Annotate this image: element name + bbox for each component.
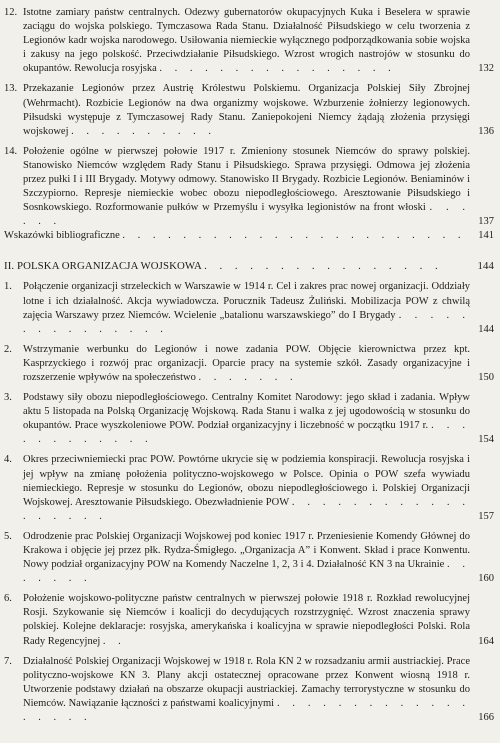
toc-entry-14 bbox=[4, 145, 500, 230]
entry-text: Położenie ogólne w pierwszej połowie 1917 r. Zmieniony stosunek Niemców do sprawy polskiej. Stanowisko Niemców względem Rady Stanu i Piłsudskiego. Sprawa przysięgi. Odmowa jej złożenia przez pułki I i III Brygady. Motywy odmowy. Stanowisko II Brygady. Rozbicie Legionów. Beniaminów i Szczypiorno. Represje niemieckie wobec obozu niepodległościowego. Aresztowanie Piłsudskiego i Sosnkowskiego. Rozformowanie pułków w Przemyślu i wysyłka legionistów na front włoski bbox=[23, 145, 470, 214]
leader-dots: . . bbox=[102, 635, 126, 647]
toc-entry-13 bbox=[4, 82, 500, 138]
entry-number: 14. bbox=[4, 145, 18, 157]
entry-text: Podstawy siły obozu niepodległościowego. Centralny Komitet Narodowy: jego skład i zadania. Wpływ aktu 5 listopada na Polską Organizację Wojskową. Rada Stanu i walka z jej ugodowością w stosunku do okupantów. Prace wyszkoleniowe POW. Podział organizacyjny i liczebność w początku 1917 r. bbox=[23, 392, 470, 432]
entry-number: 2. bbox=[4, 343, 12, 355]
entry-number: 6. bbox=[4, 593, 12, 605]
page-number: 141 bbox=[478, 230, 494, 242]
entry-text: Połączenie organizacji strzeleckich w Warszawie w 1914 r. Cel i zakres prac nowej organizacji. Oddziały lotne i ich działalność. Akcja wywiadowcza. Porucznik Tadeusz Żuliński. Mobilizacja POW z chwilą zajęcia Warszawy przez Niemców. Wcielenie „batalionu warszawskiego” do I Brygady bbox=[23, 281, 470, 321]
page-number: 136 bbox=[478, 125, 494, 137]
page-number: 150 bbox=[478, 371, 494, 383]
section-heading bbox=[0, 259, 500, 274]
page-number: 132 bbox=[478, 63, 494, 75]
leader-dots: . . . . . . . bbox=[23, 559, 471, 585]
page-number: 166 bbox=[478, 712, 494, 724]
entry-text: Wstrzymanie werbunku do Legionów i nowe zadania POW. Objęcie kierownictwa przez kpt. Kasprzyckiego i rozwój prac organizacji. Oparcie pracy na systemie szkół. Zasady organizacyjne i rozszerzenie wpływów na społeczeństwo bbox=[23, 343, 470, 383]
leader-dots: . . . . . . . . . . . . . . . bbox=[23, 309, 471, 335]
section-title: II. POLSKA ORGANIZACJA WOJSKOWA bbox=[4, 260, 202, 273]
page-number: 144 bbox=[478, 323, 494, 335]
page-number: 137 bbox=[478, 216, 494, 228]
entry-text: Odrodzenie prac Polskiej Organizacji Wojskowej pod koniec 1917 r. Przeniesienie Komendy Głównej do Krakowa i objęcie jej przez płk. Rydza-Śmigłego. „Organizacja A” i Konwent. Skład i prace Konwentu. Nowy podział organizacyjny POW na Komendy Naczelne 1, 2, 3 i 4. Działalność KN 3 na Ukrainie bbox=[23, 530, 470, 571]
entry-number: 13. bbox=[4, 83, 18, 95]
toc-entry-5 bbox=[4, 530, 500, 586]
entry-text: Istotne zamiary państw centralnych. Odezwy gubernatorów okupacyjnych Kuka i Beselera w sprawie zaciągu do wojska polskiego. Tymczasowa Rada Stanu. Działalność Piłsudskiego w celu tworzenia z Legionów kadr wojska narodowego. Usiłowania niemieckie wyłącznego podporządkowania sobie wojska i zakusy na jego polskość. Przeciwdziałanie Piłsudskiego. Wzrost wrogich nastrojów w stosunku do okupantów. Rewolucja rosyjska bbox=[23, 7, 470, 75]
toc-entry-7 bbox=[4, 655, 500, 725]
toc-entry-6 bbox=[4, 592, 500, 648]
toc-entry-2 bbox=[4, 343, 500, 385]
toc-entry-3 bbox=[4, 391, 500, 447]
bibliography-label: Wskazówki bibliograficzne bbox=[4, 230, 120, 242]
entry-text: Okres przeciwniemiecki prac POW. Powtórne ukrycie się w podziemia konspiracji. Rewolucja rosyjska i jej wpływ na zmianę położenia polityczno-wojskowego w Polsce. Opinia o POW szefa wywiadu niemieckiego. Represje w stosunku do Legionów, obozu niepodległościowego i. Polskiej Organizacji Wojskowej. Aresztowanie Piłsudskiego. Obezwładnienie POW bbox=[23, 454, 470, 508]
leader-dots: . . . . . . . . . . . . bbox=[23, 420, 471, 446]
page-number: 157 bbox=[478, 510, 494, 522]
leader-dots: . . . . . . . . . . . . . . . . . . bbox=[23, 496, 471, 522]
entry-number: 4. bbox=[4, 454, 12, 466]
entry-text: Przekazanie Legionów przez Austrię Królestwu Polskiemu. Organizacja Polskiej Siły Zbrojnej (Wehrmacht). Rozbicie Legionów na dwa organizmy wojskowe. Wzburzenie żołnierzy legionowych. Piłsudski występuje z Tymczasowej Rady Stanu. Zaniepokojeni Niemcy żądają złożenia przysięgi wojskowej bbox=[23, 83, 470, 137]
entry-text: Działalność Polskiej Organizacji Wojskowej w 1918 r. Rola KN 2 w rozsadzaniu armii austriackiej. Prace polityczno-wojskowe KN 3. Plany akcji ostatecznej opracowane przez Konwent wiosną 1918 r. Utworzenie podstawy działań na obszarze okupacji austriackiej. Zamachy terrorystyczne w stosunku do Niemców. Nawiązanie łączności z państwami koalicyjnymi bbox=[23, 655, 470, 709]
leader-dots: . . . . . . . . . . . . . . . . bbox=[159, 63, 396, 75]
leader-dots: . . . . . . . . . . . . . . . . . . . . . . . bbox=[122, 230, 466, 242]
entry-number: 1. bbox=[4, 281, 12, 293]
leader-dots: . . . . . . bbox=[23, 202, 471, 228]
leader-dots: . . . . . . . . . . bbox=[71, 125, 216, 137]
leader-dots: . . . . . . . bbox=[198, 371, 298, 383]
toc-entry-12 bbox=[4, 6, 500, 76]
leader-dots: . . . . . . . . . . . . . . . . . . bbox=[23, 697, 471, 724]
toc-entry-1 bbox=[4, 280, 500, 336]
entry-text: Położenie wojskowo-polityczne państw centralnych w pierwszej połowie 1918 r. Rozkład rewolucyjnej Rosji. Szykowanie się Niemców i koalicji do decydujących rozstrzygnięć. Wzrost znaczenia sprawy polskiej. Kolejne deklaracje: rosyjska, amerykańska i koalicyjna w sprawie niepodległości Polski. Rola Rady Regencyjnej bbox=[23, 593, 470, 647]
bibliography-entry bbox=[0, 229, 500, 243]
page-number: 160 bbox=[478, 573, 494, 585]
page-number: 144 bbox=[477, 260, 494, 273]
entry-number: 3. bbox=[4, 392, 12, 404]
page-number: 154 bbox=[478, 434, 494, 446]
toc-entry-4 bbox=[4, 453, 500, 523]
table-of-contents bbox=[0, 6, 500, 731]
entry-number: 5. bbox=[4, 530, 12, 542]
entry-number: 12. bbox=[4, 7, 18, 18]
entry-number: 7. bbox=[4, 655, 12, 667]
page-number: 164 bbox=[478, 635, 494, 647]
leader-dots: . . . . . . . . . . . . . . . . bbox=[204, 260, 443, 273]
